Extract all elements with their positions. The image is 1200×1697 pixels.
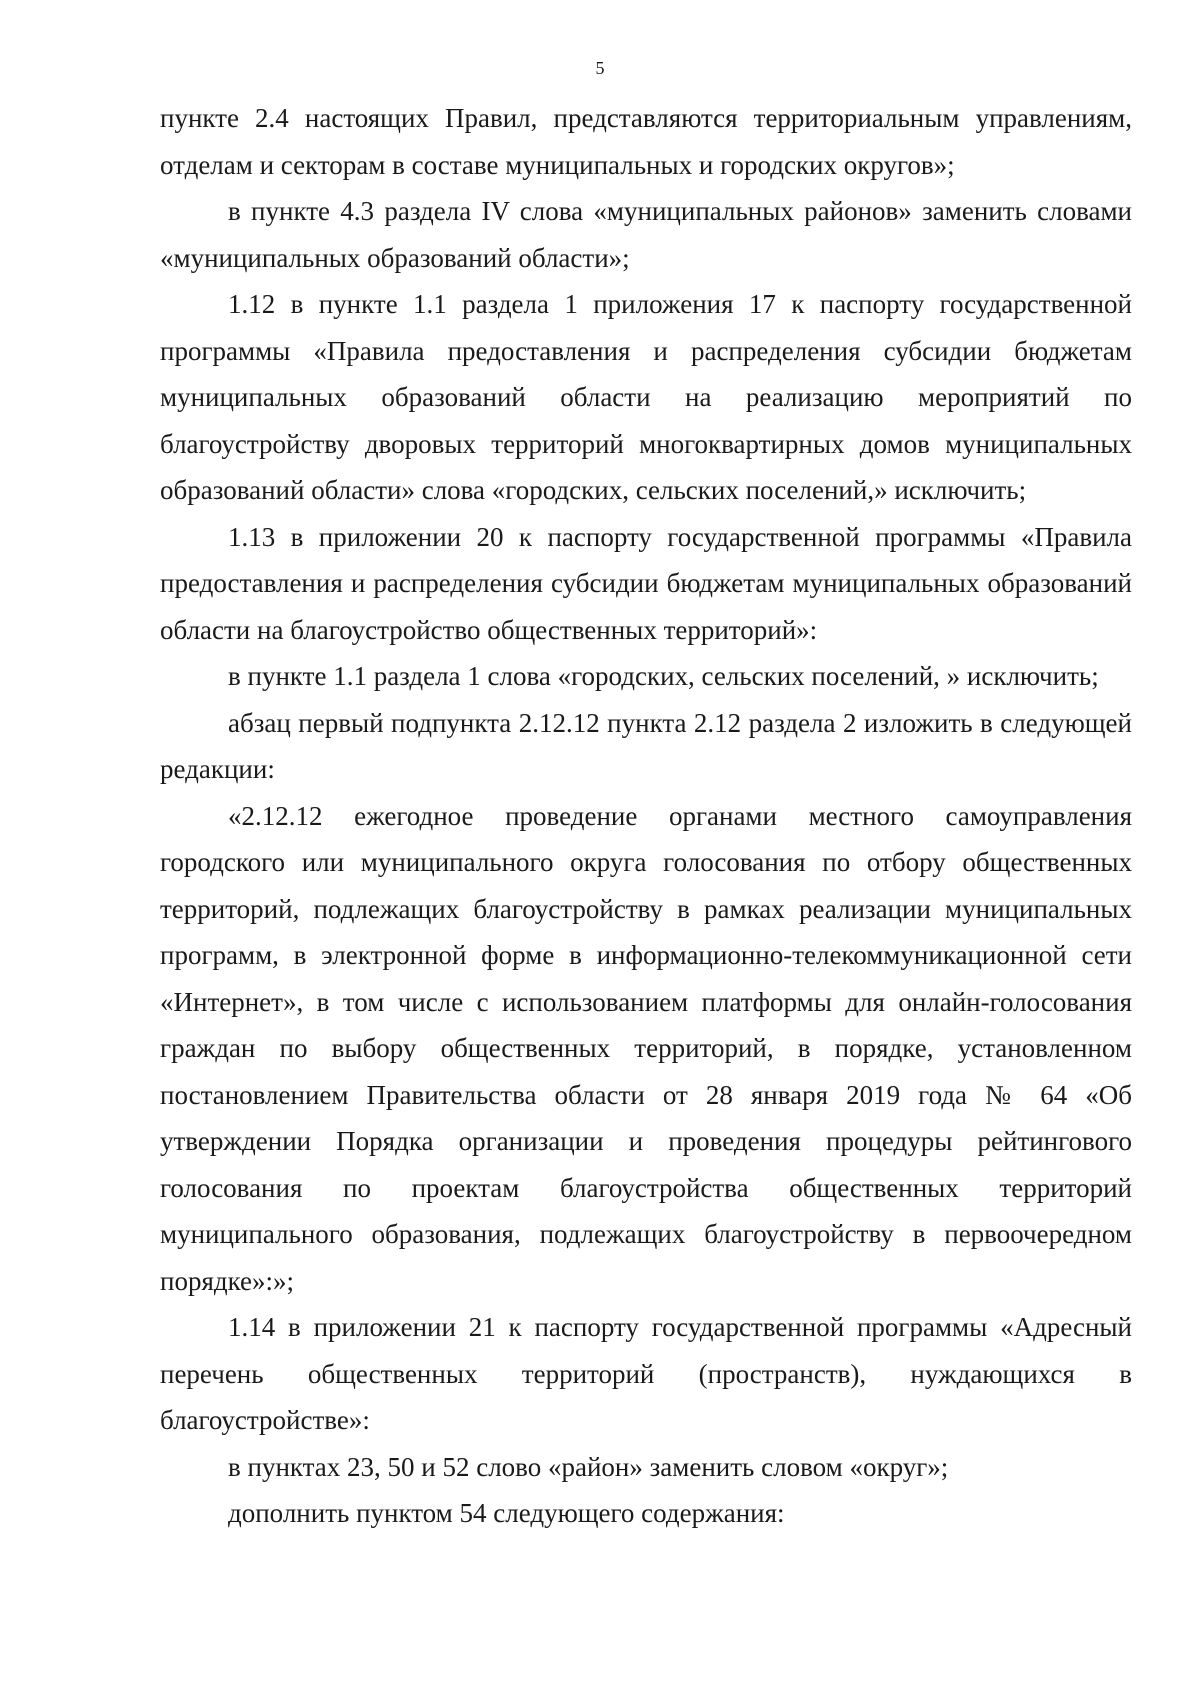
paragraph-section-4-3: в пункте 4.3 раздела IV слова «муниципальных районов» заменить словами «муниципальных образований области»; <box>160 196 1132 273</box>
paragraph-continuation: пункте 2.4 настоящих Правил, представляются территориальным управлениям, отделам и секторам в составе муниципальных и городских округов»; <box>160 103 1132 180</box>
paragraph-quoted-2-12-12: «2.12.12 ежегодное проведение органами местного самоуправления городского или муниципального округа голосования по отбору общественных территорий, подлежащих благоустройству в рамках реализации муниципальных программ, в электронной форме в информационно-телекоммуникационной сети «Интернет», в том числе с использованием платформы для онлайн-голосования граждан по выбору общественных территорий, в порядке, установленном постановлением Правительства области от 28 января 2019 года № 64 «Об утверждении Порядка организации и проведения процедуры рейтингового голосования по проектам благоустройства общественных территорий муниципального образования, подлежащих благоустройству в первоочередном порядке»:»; <box>160 800 1132 1296</box>
paragraph-add-clause-54: дополнить пунктом 54 следующего содержания: <box>228 1498 785 1528</box>
paragraph-item-1-12: 1.12 в пункте 1.1 раздела 1 приложения 17 к паспорту государственной программы «Правила предоставления и распределения субсидии бюджетам муниципальных образований области на реализацию мероприятий по благоустройству дворовых территорий многоквартирных домов муниципальных образований области» слова «городских, сельских поселений,» исключить; <box>160 289 1132 505</box>
paragraph-subclause-intro: абзац первый подпункта 2.12.12 пункта 2.12 раздела 2 изложить в следующей редакции: <box>160 707 1132 784</box>
paragraph-item-1-14: 1.14 в приложении 21 к паспорту государственной программы «Адресный перечень общественных территорий (пространств), нуждающихся в благоустройстве»: <box>160 1312 1132 1435</box>
paragraph-item-1-13: 1.13 в приложении 20 к паспорту государственной программы «Правила предоставления и распределения субсидии бюджетам муниципальных образований области на благоустройство общественных территорий»: <box>160 521 1132 645</box>
page-number: 5 <box>595 58 605 78</box>
paragraph-clause-1-1: в пункте 1.1 раздела 1 слова «городских, сельских поселений, » исключить; <box>228 661 1099 691</box>
document-body <box>160 95 1132 1537</box>
paragraph-clauses-23-50-52: в пунктах 23, 50 и 52 слово «район» заменить словом «округ»; <box>228 1451 949 1482</box>
